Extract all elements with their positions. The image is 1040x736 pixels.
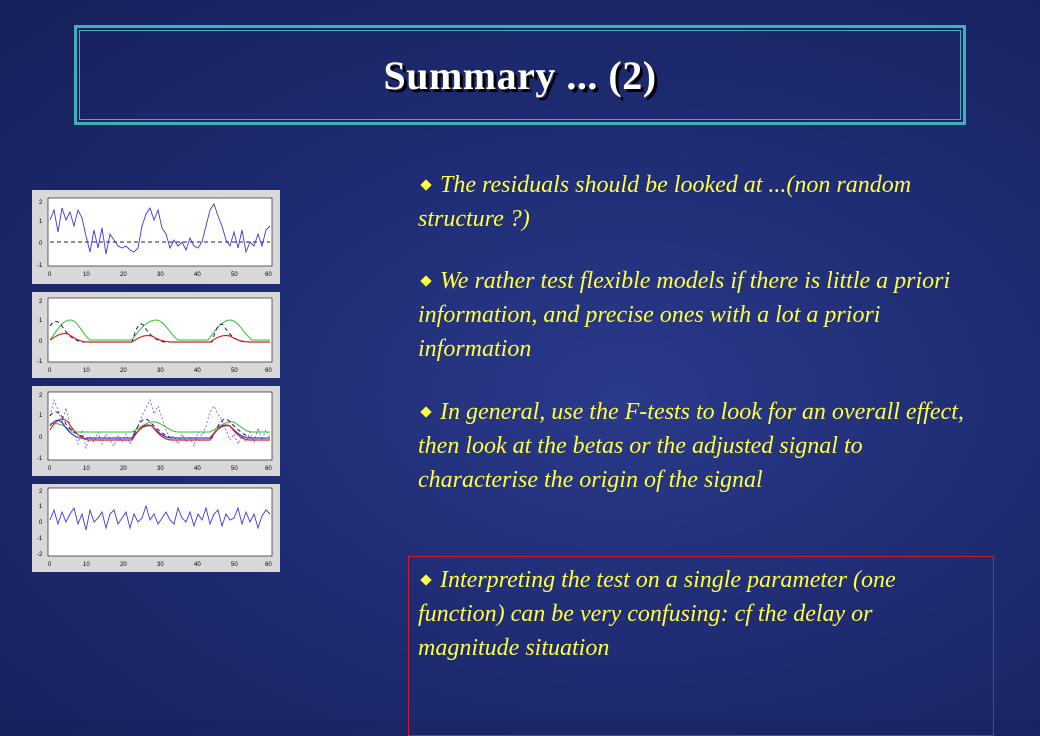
diamond-bullet-icon	[420, 406, 431, 417]
f-test-plot	[32, 386, 280, 476]
x-tick-label: 20	[120, 272, 127, 278]
plot-area	[48, 488, 272, 556]
x-tick-label: 50	[231, 368, 238, 374]
title-frame	[74, 25, 966, 125]
x-tick-label: 50	[231, 272, 238, 278]
bullet-single-parameter	[418, 563, 958, 665]
y-tick-labels	[37, 200, 43, 269]
y-tick-label: 1	[39, 318, 43, 324]
x-tick-label: 40	[194, 466, 201, 472]
x-tick-label: 10	[83, 272, 90, 278]
x-tick-label: 0	[48, 562, 52, 568]
y-tick-label: 0	[39, 241, 43, 247]
bullet-flexible-models	[418, 264, 983, 366]
y-tick-labels	[37, 393, 43, 462]
y-tick-label: 0	[39, 339, 43, 345]
y-tick-label: 1	[39, 219, 43, 225]
y-tick-label: 2	[39, 299, 43, 305]
y-tick-label: 1	[39, 504, 43, 510]
x-tick-label: 30	[157, 562, 164, 568]
y-tick-labels	[37, 299, 43, 365]
flexible-models-plot-svg	[32, 292, 280, 378]
x-tick-label: 60	[265, 466, 272, 472]
x-tick-label: 20	[120, 562, 127, 568]
y-tick-label: 2	[39, 393, 43, 399]
diamond-bullet-icon	[420, 574, 431, 585]
single-parameter-plot	[32, 484, 280, 572]
y-tick-label: -1	[37, 456, 43, 462]
x-tick-labels	[48, 272, 272, 278]
bullet-f-tests	[418, 395, 983, 497]
y-tick-label: 2	[39, 200, 43, 206]
x-tick-label: 20	[120, 368, 127, 374]
x-tick-labels	[48, 368, 272, 374]
bullet-text: Interpreting the test on a single parameter (one function) can be very confusing: cf the delay or magnitude situation	[418, 567, 896, 661]
y-tick-label: -1	[37, 536, 43, 542]
x-tick-label: 60	[265, 272, 272, 278]
residuals-plot-svg	[32, 190, 280, 284]
plot-area	[48, 392, 272, 460]
bullet-residuals	[418, 168, 983, 236]
x-tick-labels	[48, 562, 272, 568]
plot-area	[48, 198, 272, 266]
y-tick-label: -1	[37, 263, 43, 269]
single-parameter-plot-svg	[32, 484, 280, 572]
x-tick-label: 40	[194, 368, 201, 374]
x-tick-label: 20	[120, 466, 127, 472]
x-tick-label: 0	[48, 466, 52, 472]
x-tick-label: 50	[231, 466, 238, 472]
diamond-bullet-icon	[420, 275, 431, 286]
f-test-plot-svg	[32, 386, 280, 476]
bullet-text: In general, use the F-tests to look for an overall effect, then look at the betas or the adjusted signal to characterise the origin of the signal	[418, 399, 964, 493]
residuals-plot	[32, 190, 280, 284]
y-tick-labels	[37, 489, 43, 558]
bullet-text: We rather test flexible models if there is little a priori information, and precise ones with a lot a priori information	[418, 268, 951, 362]
x-tick-label: 0	[48, 272, 52, 278]
x-tick-label: 40	[194, 562, 201, 568]
y-tick-label: 2	[39, 489, 43, 495]
y-tick-label: 0	[39, 435, 43, 441]
x-tick-label: 60	[265, 368, 272, 374]
flexible-models-plot	[32, 292, 280, 378]
y-tick-label: -2	[37, 552, 43, 558]
diamond-bullet-icon	[420, 179, 431, 190]
x-tick-label: 10	[83, 466, 90, 472]
x-tick-label: 10	[83, 562, 90, 568]
x-tick-label: 0	[48, 368, 52, 374]
x-tick-label: 30	[157, 272, 164, 278]
x-tick-labels	[48, 466, 272, 472]
x-tick-label: 30	[157, 466, 164, 472]
x-tick-label: 50	[231, 562, 238, 568]
y-tick-label: 0	[39, 520, 43, 526]
bullet-text: The residuals should be looked at ...(non random structure ?)	[418, 172, 912, 232]
y-tick-label: -1	[37, 359, 43, 365]
x-tick-label: 60	[265, 562, 272, 568]
x-tick-label: 40	[194, 272, 201, 278]
x-tick-label: 30	[157, 368, 164, 374]
slide-title: Summary ... (2)	[383, 52, 657, 98]
x-tick-label: 10	[83, 368, 90, 374]
y-tick-label: 1	[39, 413, 43, 419]
